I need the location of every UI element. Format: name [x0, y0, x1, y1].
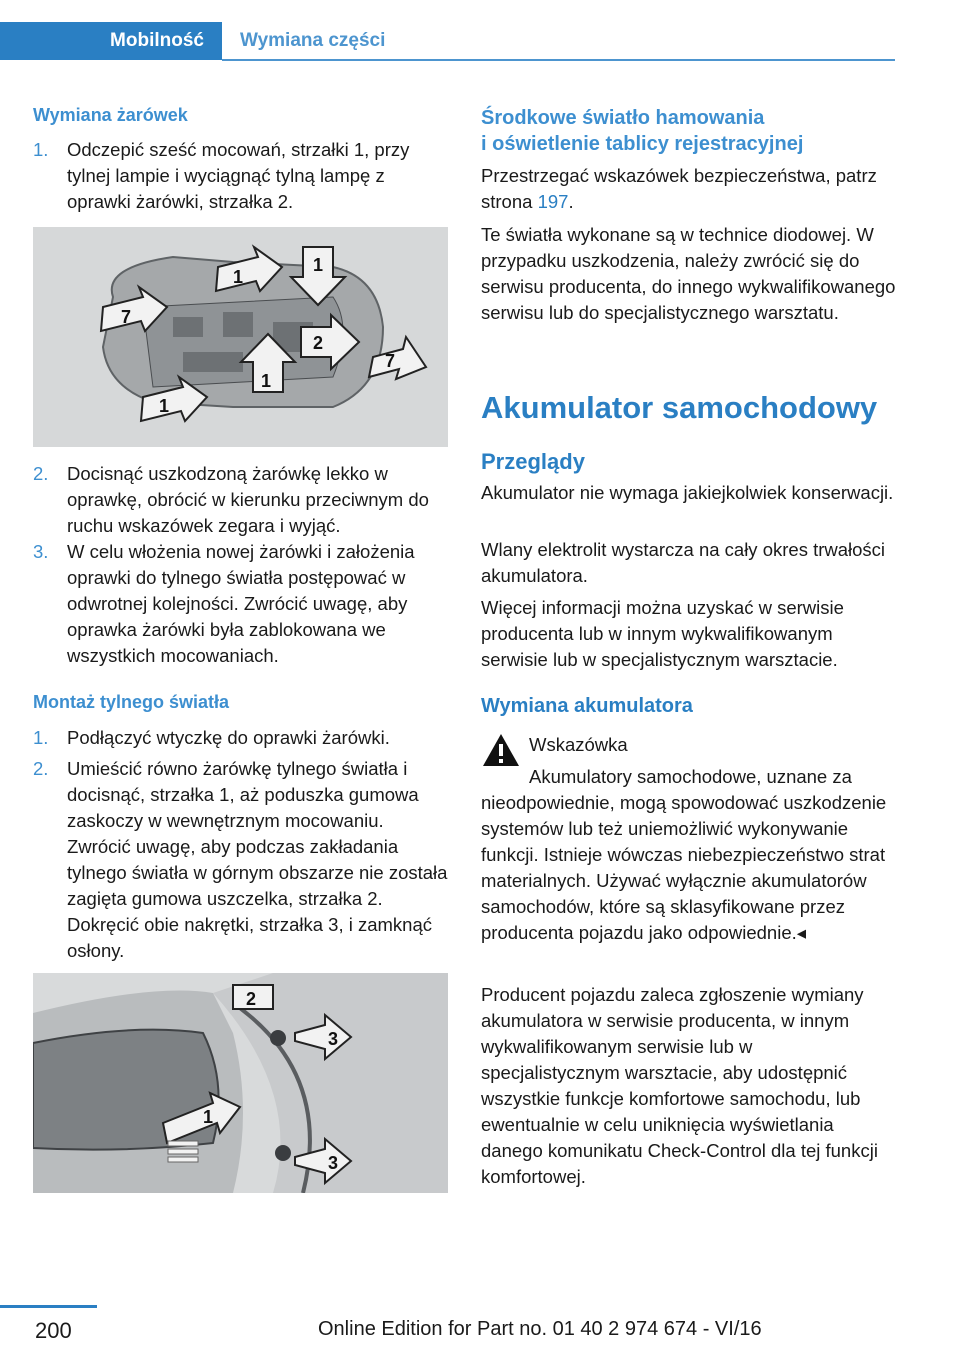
tail-lamp-mount-illustration — [33, 973, 448, 1193]
figure-tail-lamp-rear — [33, 227, 448, 447]
edition-footer: Online Edition for Part no. 01 40 2 974 674 - VI/16 — [318, 1318, 762, 1340]
step-text: Docisnąć uszkodzoną żarówkę lekko w oprawkę, obrócić w kierunku przeciwnym do ruchu wskazówek zegara i wyjąć. — [67, 463, 429, 536]
callout-label: 1 — [313, 255, 324, 275]
callout-label: 1 — [203, 1107, 214, 1127]
header-bar — [0, 0, 895, 62]
chapter-title: Akumulator samochodowy — [481, 390, 878, 425]
paragraph — [481, 163, 896, 215]
header-divider — [222, 59, 895, 61]
callout-label: 7 — [121, 307, 132, 327]
step-number: 1. — [33, 727, 49, 748]
tab-wymiana-czesci[interactable]: Wymiana części — [240, 30, 386, 51]
paragraph: Producent pojazdu zaleca zgłoszenie wymiany akumulatora w serwisie producenta, w innym wykwalifikowanym serwisie lub w specjalistycznym warsztacie, aby udostępnić wszystkie funkcje komfortowe samochodu, lub ewentualnie w celu uniknięcia wyświetlania danego komunikatu Check-Control dla tej funkcji komfortowej. — [481, 984, 878, 1187]
step-number: 1. — [33, 139, 49, 160]
paragraph-text: Przestrzegać wskazówek bezpieczeństwa, patrz strona — [481, 165, 877, 212]
section-title-wymiana-zarowek: Wymiana żarówek — [33, 105, 188, 125]
warning-text: nieodpowiednie, mogą spowodować uszkodzenie systemów lub też uniemożliwić wykonywanie funkcji. Istnieje wówczas niebezpieczeństwo strat materialnych. Używać wyłącznie akumulatorów samochodów, które są sklasyfikowane przez producenta pojazdu jako odpowiednie.◂ — [481, 792, 887, 943]
figure-tail-lamp-mounting — [33, 973, 448, 1193]
step-number: 2. — [33, 758, 49, 779]
paragraph: Więcej informacji można uzyskać w serwisie producenta lub w innym wykwalifikowanym serwisie lub w specjalistycznym warsztacie. — [481, 597, 844, 670]
warning-text-first-line: Akumulatory samochodowe, uznane za — [529, 766, 852, 787]
callout-label: 2 — [313, 333, 324, 353]
tab-mobilnosc[interactable]: Mobilność — [0, 22, 222, 60]
paragraph-text: . — [568, 191, 574, 212]
step-text: W celu włożenia nowej żarówki i założenia oprawki do tylnego światła postępować w odwrotnej kolejności. Zwrócić uwagę, aby oprawka żarówki była zablokowana we wszystkich mocowaniach. — [67, 541, 415, 666]
callout-label: 3 — [328, 1153, 339, 1173]
paragraph: Te światła wykonane są w technice diodowej. W przypadku uszkodzenia, należy zwrócić się do serwisu producenta, do innego wykwalifikowanego serwisu lub do specjalistycznego warsztatu. — [481, 224, 896, 323]
paragraph: Wlany elektrolit wystarcza na cały okres trwałości akumulatora. — [481, 539, 886, 586]
page-link[interactable]: 197 — [537, 191, 569, 212]
section-title-wymiana-akumulatora: Wymiana akumulatora — [481, 695, 693, 717]
section-title-srodkowe — [481, 105, 803, 157]
step-number: 2. — [33, 463, 49, 484]
tail-lamp-illustration — [33, 227, 448, 447]
page-number: 200 — [35, 1318, 72, 1343]
step-text: Odczepić sześć mocowań, strzałki 1, przy tylnej lampie i wyciągnąć tylną lampę z oprawki żarówki, strzałka 2. — [67, 139, 410, 212]
callout-label: 1 — [233, 267, 244, 287]
callout-label: 2 — [246, 989, 257, 1009]
section-title-line: Środkowe światło hamowania — [481, 107, 765, 129]
callout-label: 3 — [328, 1029, 339, 1049]
section-title-line: i oświetlenie tablicy rejestracyjnej — [481, 133, 804, 155]
callout-label: 1 — [159, 396, 170, 416]
step-text: Podłączyć wtyczkę do oprawki żarówki. — [67, 727, 390, 748]
callout-label: 7 — [385, 351, 396, 371]
callout-label: 1 — [261, 371, 272, 391]
section-title-montaz: Montaż tylnego światła — [33, 692, 230, 712]
warning-icon — [481, 732, 521, 768]
page-number-rule — [0, 1305, 97, 1308]
warning-label: Wskazówka — [529, 734, 628, 755]
paragraph: Akumulator nie wymaga jakiejkolwiek konserwacji. — [481, 482, 894, 503]
step-text: Umieścić równo żarówkę tylnego światła i docisnąć, strzałka 1, aż poduszka gumowa zaskoczy w wewnętrznym mocowaniu. Zwrócić uwagę, aby podczas zakładania tylnego światła w górnym obszarze nie została zagięta gumowa uszczelka, strzałka 2. Dokręcić obie nakrętki, strzałka 3, i zamknąć osłony. — [67, 758, 448, 961]
step-number: 3. — [33, 541, 49, 562]
section-title-przeglady: Przeglądy — [481, 449, 585, 474]
